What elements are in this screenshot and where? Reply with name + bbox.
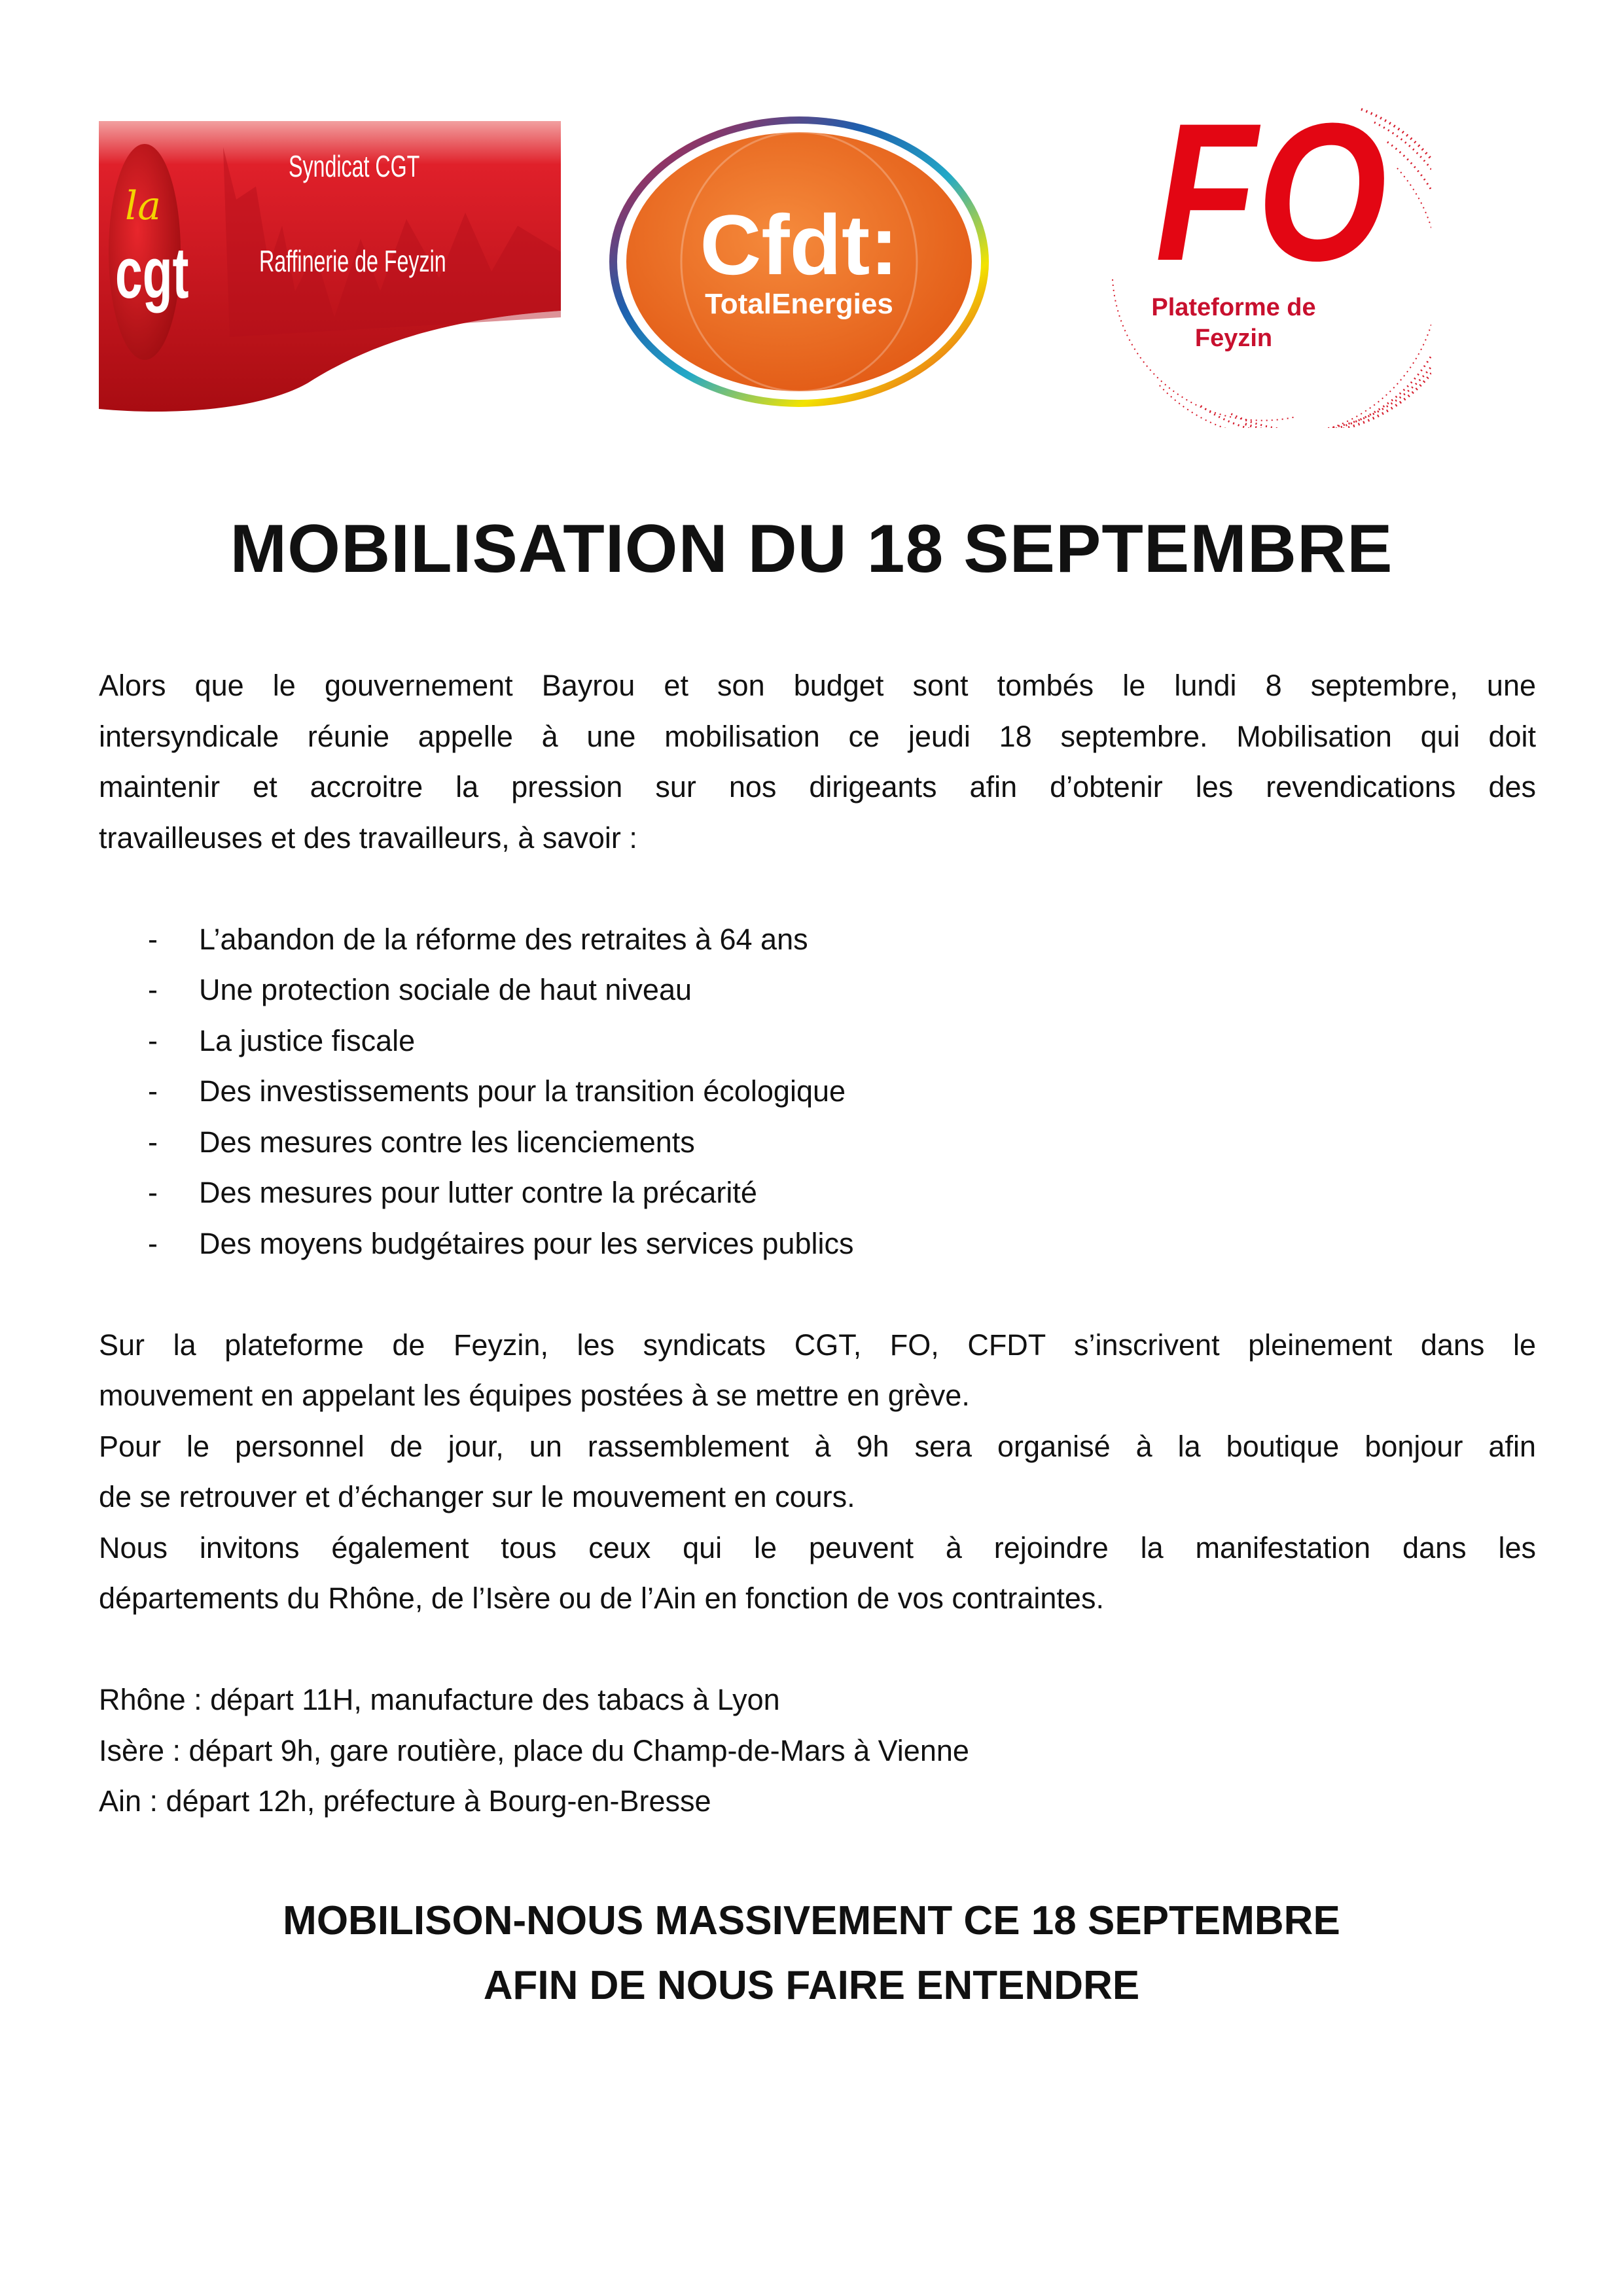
list-item-text: La justice fiscale [199,1023,416,1057]
bullet-dash: - [148,1226,158,1260]
cfdt-logo [597,111,1001,413]
bullet-dash: - [148,1125,158,1159]
text-line: de se retrouver et d’échanger sur le mouvement en cours. [99,1480,855,1513]
svg-text:Feyzin: Feyzin [1194,325,1273,352]
closing-line: MOBILISON-NOUS MASSIVEMENT CE 18 SEPTEMBRE [283,1898,1340,1943]
list-item [99,964,1536,1016]
list-item [99,1066,1536,1117]
list-item [99,914,1536,965]
fo-logo [1099,96,1431,428]
svg-text:Syndicat CGT: Syndicat CGT [289,150,420,184]
svg-text:Cfdt:: Cfdt: [700,197,899,292]
demands-list [99,914,1536,1269]
text-line: mouvement en appelant les équipes postées à se mettre en grève. [99,1379,970,1412]
text-line: Pour le personnel de jour, un rassemblement à 9h sera organisé à la boutique bonjour afin [99,1429,1536,1463]
bullet-dash: - [148,1176,158,1209]
bullet-dash: - [148,973,158,1006]
list-item-text: Des mesures contre les licenciements [199,1125,695,1159]
list-item-text: Des mesures pour lutter contre la précarité [199,1176,757,1209]
list-item-text: Des investissements pour la transition écologique [199,1074,846,1108]
svg-text:FO: FO [1155,96,1387,302]
svg-text:Plateforme de: Plateforme de [1151,294,1316,321]
text-line: Sur la plateforme de Feyzin, les syndicats CGT, FO, CFDT s’inscrivent pleinement dans le [99,1328,1536,1362]
cgt-logo [99,121,561,416]
text-line: Nous invitons également tous ceux qui le peuvent à rejoindre la manifestation dans les [99,1530,1536,1564]
list-item [99,1117,1536,1168]
svg-text:cgt: cgt [115,232,189,313]
list-item [99,1167,1536,1218]
departures-list [99,1674,1536,1827]
svg-text:TotalEnergies: TotalEnergies [705,288,893,320]
text-line: départements du Rhône, de l’Isère ou de l’Ain en fonction de vos contraintes. [99,1581,1104,1615]
bullet-dash: - [148,1074,158,1108]
bullet-dash: - [148,1023,158,1057]
text-line: maintenir et accroitre la pression sur nos dirigeants afin d’obtenir les revendications des [99,770,1536,804]
closing-line: AFIN DE NOUS FAIRE ENTENDRE [483,1963,1140,2008]
departure-ain: Ain : départ 12h, préfecture à Bourg-en-Bresse [99,1784,711,1818]
document-body [99,660,1536,1827]
intro-paragraph [99,660,1536,863]
text-line: travailleuses et des travailleurs, à savoir : [99,821,637,855]
departure-rhone: Rhône : départ 11H, manufacture des tabacs à Lyon [99,1683,780,1716]
feyzin-paragraph [99,1320,1536,1624]
text-line: intersyndicale réunie appelle à une mobilisation ce jeudi 18 septembre. Mobilisation qui doit [99,719,1536,753]
svg-text:la: la [125,183,161,229]
list-item [99,1218,1536,1269]
departure-isere: Isère : départ 9h, gare routière, place du Champ-de-Mars à Vienne [99,1733,969,1767]
list-item-text: Des moyens budgétaires pour les services publics [199,1226,854,1260]
list-item [99,1016,1536,1067]
page-title: MOBILISATION DU 18 SEPTEMBRE [230,511,1393,587]
closing-call [0,1888,1623,2018]
bullet-dash: - [148,922,158,956]
list-item-text: L’abandon de la réforme des retraites à 64 ans [199,922,808,956]
list-item-text: Une protection sociale de haut niveau [199,973,692,1006]
svg-text:Raffinerie de Feyzin: Raffinerie de Feyzin [259,245,446,279]
text-line: Alors que le gouvernement Bayrou et son budget sont tombés le lundi 8 septembre, une [99,669,1536,702]
